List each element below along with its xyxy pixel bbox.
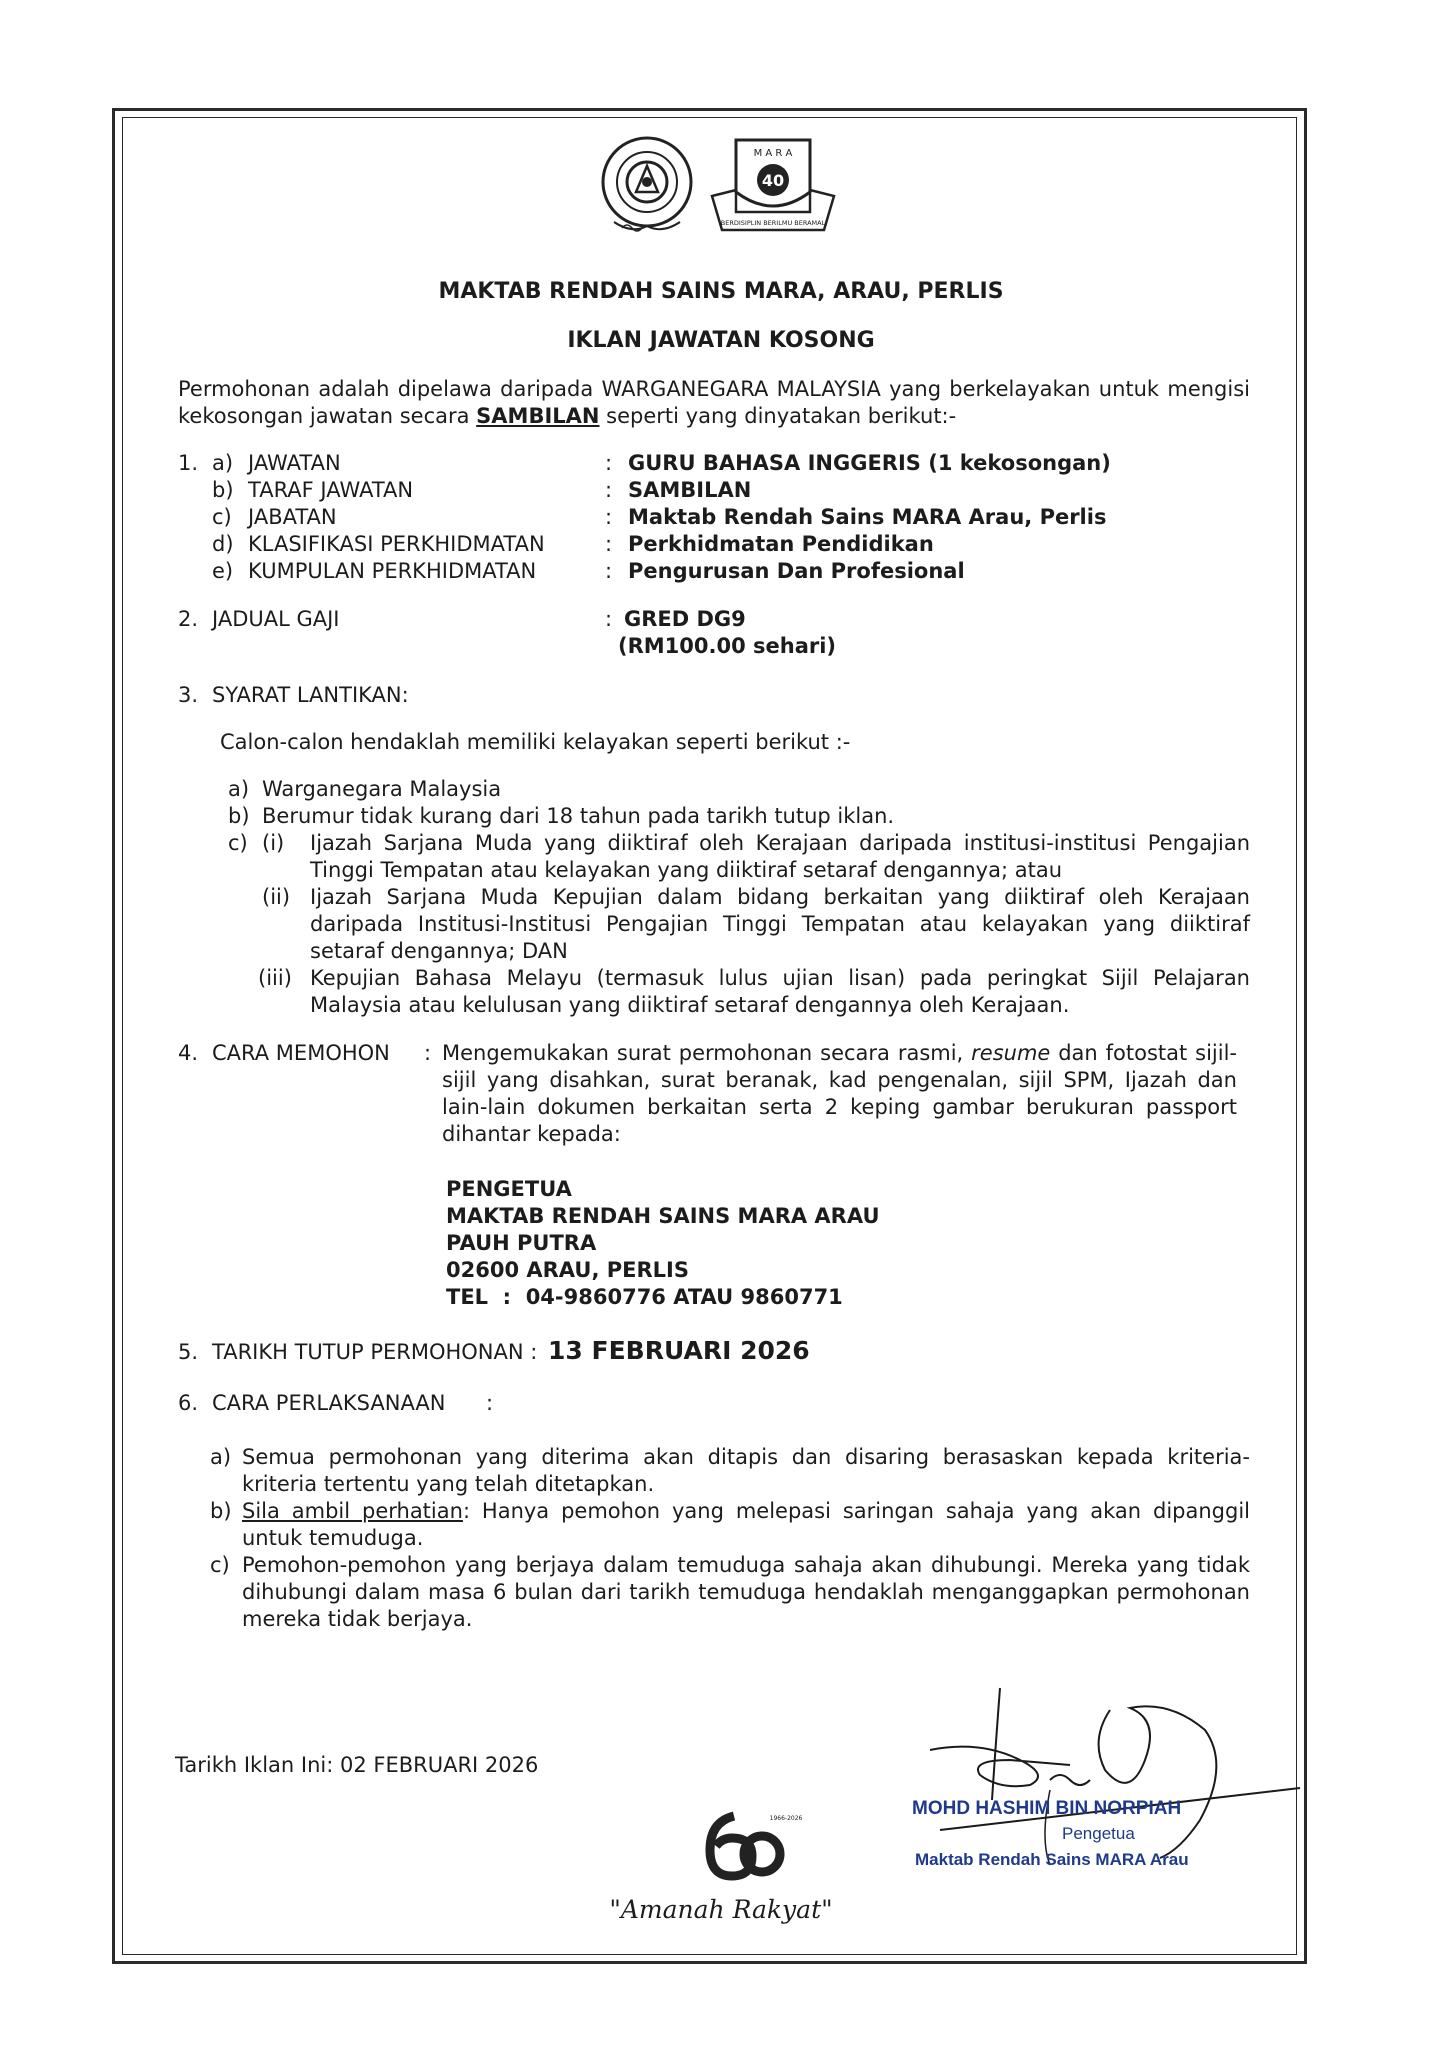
section5-label: TARIKH TUTUP PERMOHONAN : xyxy=(212,1340,538,1364)
s1c-value: Maktab Rendah Sains MARA Arau, Perlis xyxy=(628,505,1107,529)
s3c-ii-num: (ii) xyxy=(262,885,291,909)
section2-label: JADUAL GAJI xyxy=(212,607,340,631)
motto: "Amanah Rakyat" xyxy=(609,1895,833,1924)
majlis-amanah-rakyat-seal-icon xyxy=(592,130,702,240)
section4-text-italic: resume xyxy=(971,1041,1051,1065)
anniversary-years: 1966-2026 xyxy=(769,1815,803,1822)
s3b-text: Berumur tidak kurang dari 18 tahun pada tarikh tutup iklan. xyxy=(262,804,895,828)
svg-text:BERDISIPLIN BERILMU BERAMAL: BERDISIPLIN BERILMU BERAMAL xyxy=(720,219,826,227)
s1c-label: JABATAN xyxy=(248,505,337,529)
s6c-text: Pemohon-pemohon yang berjaya dalam temuduga sahaja akan dihubungi. Mereka yang tidak dihubungi dalam masa 6 bulan dari tarikh temuduga hendaklah menganggapkan permohonan mereka tidak berjaya. xyxy=(242,1553,1250,1631)
s3c-i-num: (i) xyxy=(262,831,285,855)
s6b-text xyxy=(242,1498,1250,1552)
intro-text-1: Permohonan adalah dipelawa daripada WARGANEGARA MALAYSIA yang berkelayakan untuk mengisi kekosongan jawatan secara xyxy=(178,377,1250,428)
section2-number: 2. xyxy=(178,607,199,631)
intro-emphasis: SAMBILAN xyxy=(476,404,600,428)
svg-text:40: 40 xyxy=(761,171,785,190)
s3c-letter: c) xyxy=(228,831,248,855)
s6b-rest: : Hanya pemohon yang melepasi saringan sahaja yang akan dipanggil untuk temuduga. xyxy=(242,1499,1251,1550)
page-subtitle: IKLAN JAWATAN KOSONG xyxy=(567,328,875,353)
s3a-text: Warganegara Malaysia xyxy=(262,777,502,801)
s1e-letter: e) xyxy=(212,559,234,583)
intro-text-2: seperti yang dinyatakan berikut:- xyxy=(599,404,957,428)
advert-date: Tarikh Iklan Ini: 02 FEBRUARI 2026 xyxy=(175,1753,539,1777)
signatory-position: Pengetua xyxy=(1062,1824,1135,1843)
closing-date: 13 FEBRUARI 2026 xyxy=(548,1336,810,1365)
s1d-label: KLASIFIKASI PERKHIDMATAN xyxy=(248,532,545,556)
section6-colon: : xyxy=(486,1391,494,1415)
address-line-3: PAUH PUTRA xyxy=(446,1231,597,1255)
mara-emblem-icon xyxy=(706,130,840,242)
section3-intro: Calon-calon hendaklah memiliki kelayakan seperti berikut :- xyxy=(220,730,851,754)
section5-number: 5. xyxy=(178,1340,199,1364)
s6a-text: Semua permohonan yang diterima akan ditapis dan disaring berasaskan kepada kriteria-kriteria tertentu yang telah ditetapkan. xyxy=(242,1445,1250,1496)
page-title: MAKTAB RENDAH SAINS MARA, ARAU, PERLIS xyxy=(438,279,1004,304)
s1b-letter: b) xyxy=(212,478,234,502)
section1-number: 1. xyxy=(178,451,199,475)
section6-label: CARA PERLAKSANAAN xyxy=(212,1391,446,1415)
section4-number: 4. xyxy=(178,1041,199,1065)
s1e-value: Pengurusan Dan Profesional xyxy=(628,559,965,583)
s3b-letter: b) xyxy=(228,804,250,828)
s6b-underlined: Sila ambil perhatian xyxy=(242,1499,463,1523)
address-line-2: MAKTAB RENDAH SAINS MARA ARAU xyxy=(446,1204,880,1228)
address-line-5: TEL : 04-9860776 ATAU 9860771 xyxy=(446,1285,843,1309)
section6-number: 6. xyxy=(178,1391,199,1415)
section4-text xyxy=(442,1040,1237,1148)
intro-paragraph xyxy=(178,376,1250,430)
s6c-letter: c) xyxy=(210,1553,230,1577)
s1a-value: GURU BAHASA INGGERIS (1 kekosongan) xyxy=(628,451,1111,475)
s1d-value: Perkhidmatan Pendidikan xyxy=(628,532,934,556)
s1b-label: TARAF JAWATAN xyxy=(248,478,414,502)
address-line-4: 02600 ARAU, PERLIS xyxy=(446,1258,689,1282)
s3c-iii-num: (iii) xyxy=(258,966,292,990)
sixty-anniversary-logo-icon xyxy=(700,1808,803,1884)
section2-value-2: (RM100.00 sehari) xyxy=(618,634,837,658)
s6a-letter: a) xyxy=(210,1445,232,1469)
section4-text-1: Mengemukakan surat permohonan secara rasmi, xyxy=(442,1041,972,1065)
s3c-ii-text: Ijazah Sarjana Muda Kepujian dalam bidang berkaitan yang diiktiraf oleh Kerajaan daripada Institusi-Institusi Pengajian Tinggi Tempatan atau kelayakan yang diiktiraf setaraf dengannya; DAN xyxy=(310,885,1250,963)
section4-label: CARA MEMOHON xyxy=(212,1041,390,1065)
s1e-label: KUMPULAN PERKHIDMATAN xyxy=(248,559,537,583)
address-line-1: PENGETUA xyxy=(446,1177,572,1201)
s3a-letter: a) xyxy=(228,777,250,801)
section3-label: SYARAT LANTIKAN: xyxy=(212,683,409,707)
s3c-i-text: Ijazah Sarjana Muda yang diiktiraf oleh Kerajaan daripada institusi-institusi Pengajian Tinggi Tempatan atau kelayakan yang diiktiraf setaraf dengannya; atau xyxy=(310,831,1250,882)
svg-text:M A R A: M A R A xyxy=(753,148,793,159)
signatory-org: Maktab Rendah Sains MARA Arau xyxy=(915,1850,1189,1869)
signatory-name: MOHD HASHIM BIN NORPIAH xyxy=(912,1798,1182,1819)
s3c-iii-text: Kepujian Bahasa Melayu (termasuk lulus ujian lisan) pada peringkat Sijil Pelajaran Malaysia atau kelulusan yang diiktiraf setaraf dengannya oleh Kerajaan. xyxy=(310,966,1250,1017)
s1d-letter: d) xyxy=(212,532,234,556)
section4-text-2: dan fotostat sijil-sijil yang disahkan, surat beranak, kad pengenalan, sijil SPM, Ijazah dan lain-lain dokumen berkaitan serta 2 keping gambar berukuran passport dihantar kepada: xyxy=(442,1041,1237,1146)
section2-value-1: GRED DG9 xyxy=(624,607,746,631)
section3-number: 3. xyxy=(178,683,199,707)
s1a-label: JAWATAN xyxy=(248,451,341,475)
s1b-value: SAMBILAN xyxy=(628,478,752,502)
s1a-letter: a) xyxy=(212,451,234,475)
s1c-letter: c) xyxy=(212,505,232,529)
s6b-letter: b) xyxy=(210,1499,232,1523)
